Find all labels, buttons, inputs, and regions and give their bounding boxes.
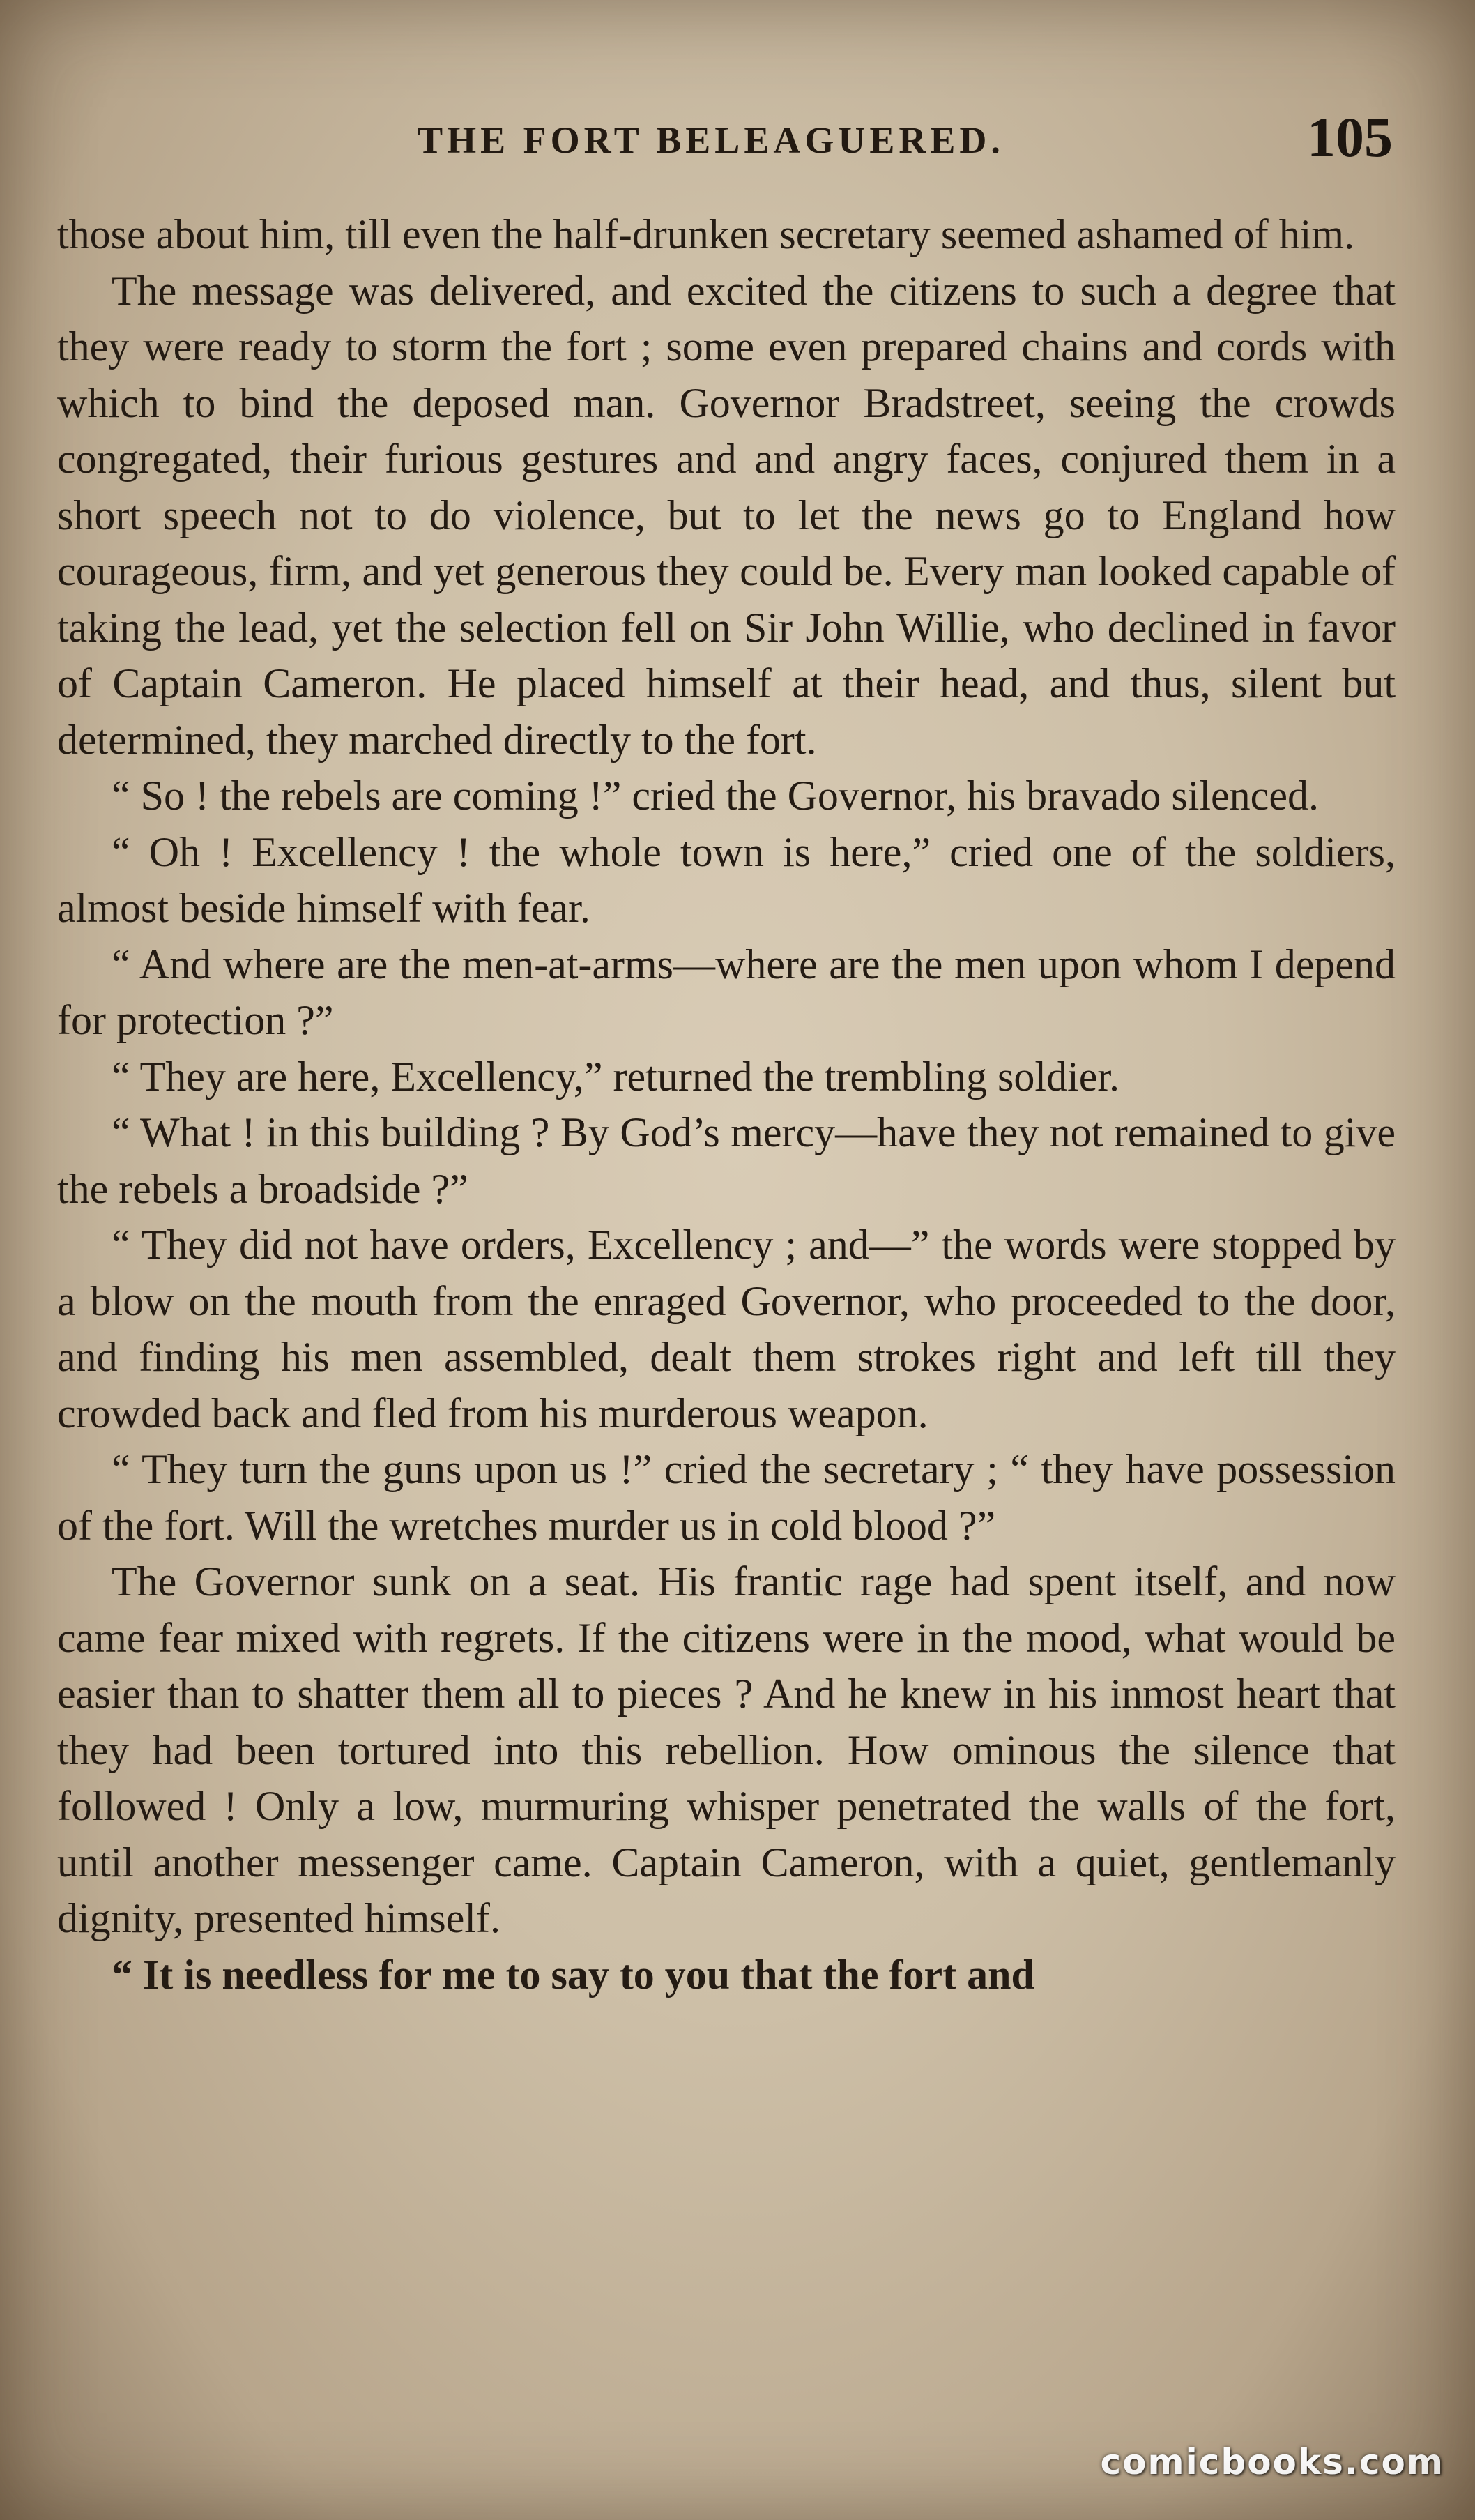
paragraph-turn-the-guns: “ They turn the guns upon us !” cried the secretary ; “ they have possession of the fort. Will the wretches murder us in cold blood ?”: [57, 1446, 1396, 1549]
paragraph-in-this-building: “ What ! in this building ? By God’s mercy—have they not remained to give the rebels a broadside ?”: [57, 1109, 1396, 1212]
paragraph-governor-sunk: The Governor sunk on a seat. His frantic rage had spent itself, and now came fear mixed with regrets. If the citizens were in the mood, what would be easier than to shatter them all to pieces ? And he knew in his inmost heart that they had been tortured into this rebellion. How ominous the silence that followed ! Only a low, murmuring whisper penetrated the walls of the fort, until another messenger came. Captain Cameron, with a quiet, gentlemanly dignity, presented himself.: [57, 1558, 1396, 1941]
paragraph-continuation: those about him, till even the half-drunken secretary seemed ashamed of him.: [57, 211, 1355, 257]
paragraph-message-delivered: The message was delivered, and excited the citizens to such a degree that they were ready to storm the fort ; some even prepared chains and cords with which to bind the deposed man. Governor Bradstreet, seeing the crowds congregated, their furious gestures and and angry faces, conjured them in a short speech not to do violence, but to let the news go to England how courageous, firm, and yet generous they could be. Every man looked capable of taking the lead, yet the selection fell on Sir John Willie, who declined in favor of Captain Cameron. He placed himself at their head, and thus, silent but determined, they marched directly to the fort.: [57, 267, 1396, 763]
page-number: 105: [1307, 105, 1393, 169]
paragraph-needless-to-say: “ It is needless for me to say to you that the fort and: [112, 1951, 1034, 1998]
paragraph-men-at-arms: “ And where are the men-at-arms—where are the men upon whom I depend for protection ?”: [57, 941, 1396, 1043]
body-text: [57, 206, 1396, 2003]
running-title: THE FORT BELEAGUERED.: [418, 119, 1004, 161]
site-watermark: comicbooks.com: [1100, 2442, 1444, 2482]
paragraph-rebels-coming: “ So ! the rebels are coming !” cried the Governor, his bravado silenced.: [112, 773, 1319, 819]
paragraph-they-are-here: “ They are here, Excellency,” returned the trembling soldier.: [112, 1053, 1120, 1100]
paragraph-whole-town: “ Oh ! Excellency ! the whole town is here,” cried one of the soldiers, almost beside himself with fear.: [57, 828, 1396, 931]
paragraph-no-orders: “ They did not have orders, Excellency ; and—” the words were stopped by a blow on the mouth from the enraged Governor, who proceeded to the door, and finding his men assembled, dealt them strokes right and left till they crowded back and fled from his murderous weapon.: [57, 1222, 1396, 1436]
running-head: [0, 105, 1475, 167]
